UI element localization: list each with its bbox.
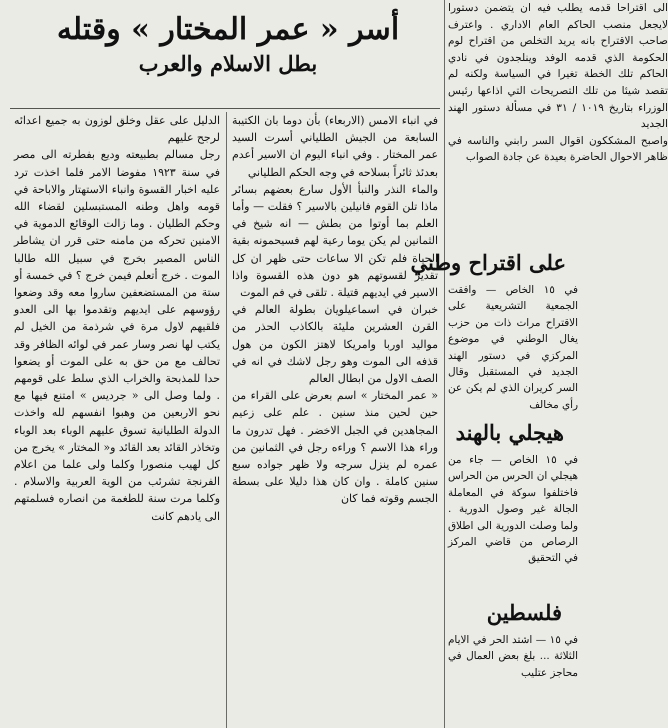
side-paragraph xyxy=(448,282,578,411)
side-paragraph xyxy=(448,452,578,565)
column-divider xyxy=(226,112,227,728)
side-paragraph-text: في ١٥ الخاص — جاء من هيجلي ان الحرس من الحراس فاختلفوا سوكة في المعاملة الجالة غير وصول الدورية . ولما وصلت الدورية الى اطلاق الرصاص من قاضي المركز في التحقيق xyxy=(448,454,578,565)
side-paragraph xyxy=(448,632,578,682)
column-divider xyxy=(444,0,445,728)
headline-rule xyxy=(10,108,440,109)
side-paragraph-text: في ١٥ — اشتد الحر في الايام الثلاثة ... بلغ بعض العمال في محاجز عتليب xyxy=(448,634,579,679)
article-paragraph: رجل مسالم بطبيعته وديع بفطرته الى مصر في سنة ١٩٢٣ مفوضا الامر فلما اخذت ترد عليه اخبار القسوة وانباء الاستهتار والاباحة في قومه واهل وطنه المستبسلين لقضاء الله وحكم الطليان . وما زالت الوقائع الدموية في الامنين تحركه من مامنه حتى قرر ان يشاطر الناس المصير بخرج في سبيل الله طالبا الموت . خرج أتعلم فيمن خرج ؟ في خمسة أو ستة من المستضعفين ساروا معه وقد وضعوا رؤوسهم على ايديهم وتقدموا بها الى العدو فلقيهم لاول مرة في شرذمة من الخيل لم يكتب لها نصر وسار عمر في لوائه الظافر وقد تحالف مع من حق به على الموت أو يضعوا حدا للمذبحة والخراب الذي سلط على قومهم . ولما وصل الى « جرديس » امتنع فيها مع نحو الاربعين من وهبوا انفسهم لله واخذت الدولة الطليانية تسوق عليهم الوباء بعد الوباء وتخاذر القائد بعد القائد و« المختار » يخرج من كل لهيب منصورا وكلما ولى علما من اعلام الفرنجة تشرئب من الوية العربية والاسلام . وكلما مرت سنة للطغمة من انصاره فسلمتهم الى يادهم كانت xyxy=(14,148,220,523)
side-heading-palestine: فلسطين xyxy=(486,600,562,625)
side-fragment-paragraph: الى اقتراحا قدمه يطلب فيه ان يتضمن دستورا لايجعل منصب الحاكم العام الاداري . واعترف صاحب الاقتراح بانه يريد التخلص من اقتراح لوم الحكومة الذي قدمه الوفد وينلجدون في نادي الحاكم تلك الخطة تغيرا في السياسة ولكنه لم تقصد شيئا من تلك التصريحات التي اذاعها رئيس الوزراء بتاريخ ١٠١٩ / ٣١ في مسألة دستور الهند الجديد xyxy=(448,2,668,131)
article-paragraph: في انباء الامس (الاربعاء) بأن دوما بان الكتيبة السابعة من الجيش الطلياني أسرت السيد عمر المختار . وفي انباء اليوم ان الاسير أعدم بعدئذ ثائراً بسلاحه في وجه الحكم الطلياني xyxy=(232,114,438,179)
article-paragraph: والماء النذر والنبأ الأول سارع بعضهم بسائر ماذا تلن القوم فانيلين بالاسير ؟ فقلت — وأما العلم بما أوتوا من بطش — انه شيخ في الثمانين لم يكن يوما رعية لهم فسيحمونه بقية الحياة فلم تكن الا ساعات حتى ظهر ان كل تقدير لقسوتهم هو دون هذه القسوة واذا الاسير في ايديهم قتيلة . تلقى في فم الموت xyxy=(232,182,438,300)
article-paragraph: الدليل على عقل وخلق لوزون به جميع اعدائه لرجح عليهم xyxy=(14,114,220,145)
article-paragraph: خبران في اسماعيلويان بطولة العالم في القرن العشرين مليئة بالكاذب الحذر من مواليد اوربا وامريكا لاهتز الكون من هول قذفه الى الموت وهو رجل لاشك في انه في الصف الاول من ابطال العالم xyxy=(232,303,438,386)
side-column-fragment xyxy=(448,0,668,205)
article-paragraph: « عمر المختار » اسم بعرض على القراء من حين لحين منذ سنين . علم على زعيم المجاهدين في الجبل الاخضر . فهل تدرون ما وراء هذا الاسم ؟ وراءه رجل في الثمانين من عمره لم ينزل سرجه ولا ظهر جواده سبع سنين كاملة . وان كان هذا دليلا على بسطة الجسم وقوته فما كان xyxy=(232,389,438,506)
article-headline-block xyxy=(22,12,434,78)
article-subheadline: بطل الاسلام والعرب xyxy=(138,51,318,76)
article-column-right xyxy=(232,112,438,728)
side-heading-hijli: هيجلي بالهند xyxy=(455,420,564,445)
side-paragraph-text: في ١٥ الخاص — وافقت الجمعية التشريعية على الاقتراح مرات ذات من حزب يغال الوطني في موضوع المركزي في دستور الهند الجديد في المستقبل وقال السر كريران الذي لم يكن عن رأي مخالف xyxy=(448,284,578,411)
side-fragment-paragraph: واصبح المشككون اقوال السر رابني والناسه في ظاهر الاحوال الحاضرة بعيدة عن جادة الصواب xyxy=(448,134,668,164)
article-headline: أسر « عمر المختار » وقتله xyxy=(56,12,400,47)
side-heading-national-proposal: على اقتراح وطني xyxy=(410,250,566,275)
article-column-left xyxy=(14,112,220,728)
